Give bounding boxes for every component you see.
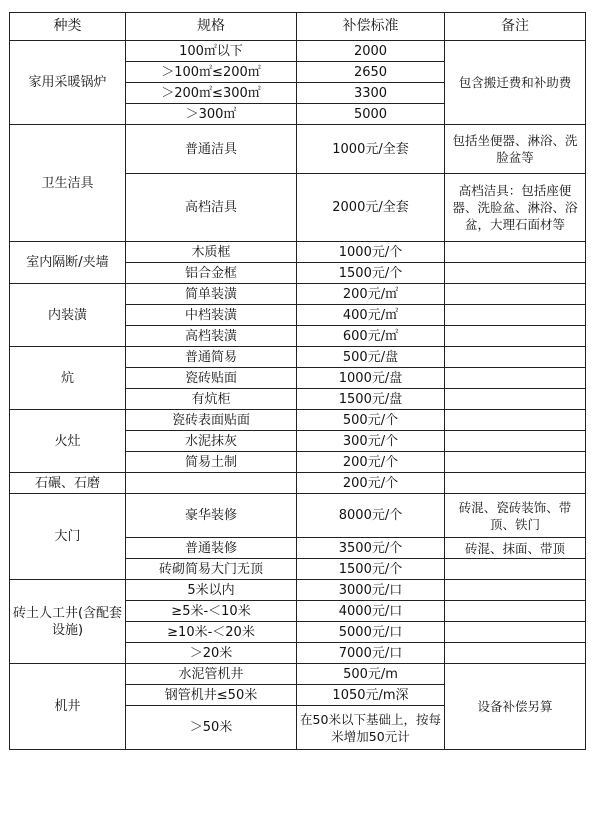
category-cell: 内装潢	[10, 284, 126, 347]
spec-cell: 钢管机井≤50米	[126, 685, 297, 706]
spec-cell: 高档洁具	[126, 174, 297, 242]
note-cell	[445, 580, 586, 601]
note-cell	[445, 643, 586, 664]
table-row	[10, 494, 586, 538]
spec-cell: 中档装潢	[126, 305, 297, 326]
category-cell: 卫生洁具	[10, 125, 126, 242]
standard-cell: 1000元/盘	[297, 368, 445, 389]
category-cell: 家用采暖锅炉	[10, 41, 126, 125]
standard-cell: 600元/㎡	[297, 326, 445, 347]
category-cell: 火灶	[10, 410, 126, 473]
note-cell	[445, 431, 586, 452]
category-cell: 机井	[10, 664, 126, 750]
spec-cell: 简单装潢	[126, 284, 297, 305]
note-cell: 砖混、瓷砖装饰、带顶、铁门	[445, 494, 586, 538]
note-cell: 高档洁具：包括座便器、洗脸盆、淋浴、浴盆，大理石面材等	[445, 174, 586, 242]
standard-cell: 300元/个	[297, 431, 445, 452]
category-cell: 炕	[10, 347, 126, 410]
standard-cell: 1500元/个	[297, 559, 445, 580]
spec-cell: 水泥抹灰	[126, 431, 297, 452]
spec-cell: ＞300㎡	[126, 104, 297, 125]
header-category: 种类	[10, 13, 126, 41]
spec-cell: ＞100㎡≤200㎡	[126, 62, 297, 83]
spec-cell: 普通装修	[126, 538, 297, 559]
note-cell: 设备补偿另算	[445, 664, 586, 750]
spec-cell: 木质框	[126, 242, 297, 263]
spec-cell: 100㎡以下	[126, 41, 297, 62]
note-cell	[445, 368, 586, 389]
spec-cell: 水泥管机井	[126, 664, 297, 685]
standard-cell: 1050元/m深	[297, 685, 445, 706]
spec-cell: 豪华装修	[126, 494, 297, 538]
note-cell: 包含搬迁费和补助费	[445, 41, 586, 125]
note-cell	[445, 242, 586, 263]
note-cell	[445, 284, 586, 305]
standard-cell: 2650	[297, 62, 445, 83]
note-cell	[445, 601, 586, 622]
table-row	[10, 284, 586, 305]
spec-cell: 简易土制	[126, 452, 297, 473]
standard-cell: 200元/㎡	[297, 284, 445, 305]
table-row	[10, 125, 586, 174]
standard-cell: 400元/㎡	[297, 305, 445, 326]
standard-cell: 1500元/个	[297, 263, 445, 284]
spec-cell: ≥5米-＜10米	[126, 601, 297, 622]
standard-cell: 8000元/个	[297, 494, 445, 538]
note-cell	[445, 305, 586, 326]
standard-cell: 1000元/个	[297, 242, 445, 263]
spec-cell: 5米以内	[126, 580, 297, 601]
spec-cell: 瓷砖贴面	[126, 368, 297, 389]
table-row	[10, 664, 586, 685]
note-cell	[445, 389, 586, 410]
standard-cell: 500元/m	[297, 664, 445, 685]
standard-cell: 5000	[297, 104, 445, 125]
note-cell	[445, 410, 586, 431]
table-header-row	[10, 13, 586, 41]
standard-cell: 3300	[297, 83, 445, 104]
header-spec: 规格	[126, 13, 297, 41]
spec-cell: 高档装潢	[126, 326, 297, 347]
standard-cell: 3500元/个	[297, 538, 445, 559]
standard-cell: 5000元/口	[297, 622, 445, 643]
standard-cell: 200元/个	[297, 452, 445, 473]
spec-cell: 铝合金框	[126, 263, 297, 284]
spec-cell: 普通简易	[126, 347, 297, 368]
category-cell: 砖土人工井(含配套设施)	[10, 580, 126, 664]
standard-cell: 4000元/口	[297, 601, 445, 622]
table-row	[10, 580, 586, 601]
standard-cell: 2000	[297, 41, 445, 62]
compensation-table-wrapper	[9, 12, 586, 750]
spec-cell: 砖砌简易大门无顶	[126, 559, 297, 580]
spec-cell: 普通洁具	[126, 125, 297, 174]
note-cell: 包括坐便器、淋浴、洗脸盆等	[445, 125, 586, 174]
standard-cell: 在50米以下基础上，按每米增加50元计	[297, 706, 445, 750]
table-row	[10, 242, 586, 263]
standard-cell: 2000元/全套	[297, 174, 445, 242]
standard-cell: 3000元/口	[297, 580, 445, 601]
spec-cell: 瓷砖表面贴面	[126, 410, 297, 431]
table-row	[10, 410, 586, 431]
note-cell	[445, 452, 586, 473]
spec-cell: ＞20米	[126, 643, 297, 664]
spec-cell	[126, 473, 297, 494]
table-row	[10, 347, 586, 368]
spec-cell: ＞200㎡≤300㎡	[126, 83, 297, 104]
table-row	[10, 41, 586, 62]
note-cell	[445, 347, 586, 368]
spec-cell: 有炕柜	[126, 389, 297, 410]
note-cell	[445, 326, 586, 347]
note-cell	[445, 559, 586, 580]
table-row	[10, 473, 586, 494]
category-cell: 室内隔断/夹墙	[10, 242, 126, 284]
note-cell	[445, 622, 586, 643]
note-cell: 砖混、抹面、带顶	[445, 538, 586, 559]
standard-cell: 1500元/盘	[297, 389, 445, 410]
standard-cell: 500元/个	[297, 410, 445, 431]
header-standard: 补偿标准	[297, 13, 445, 41]
spec-cell: ≥10米-＜20米	[126, 622, 297, 643]
category-cell: 石碾、石磨	[10, 473, 126, 494]
standard-cell: 7000元/口	[297, 643, 445, 664]
standard-cell: 200元/个	[297, 473, 445, 494]
standard-cell: 1000元/全套	[297, 125, 445, 174]
category-cell: 大门	[10, 494, 126, 580]
standard-cell: 500元/盘	[297, 347, 445, 368]
spec-cell: ＞50米	[126, 706, 297, 750]
note-cell	[445, 263, 586, 284]
note-cell	[445, 473, 586, 494]
compensation-table	[9, 12, 586, 750]
header-note: 备注	[445, 13, 586, 41]
